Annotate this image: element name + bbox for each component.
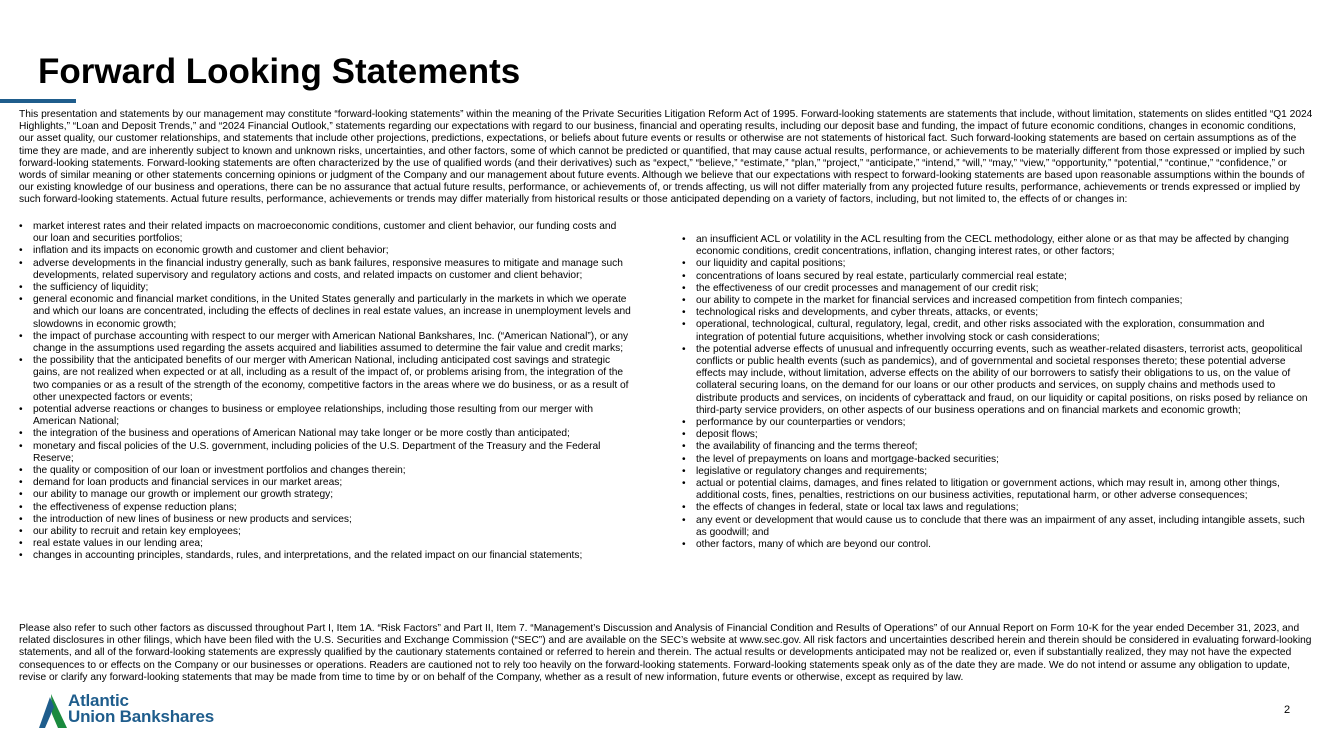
risk-factor-item: • performance by our counterparties or vendors; [682,417,1308,429]
risk-factor-item: • the sufficiency of liquidity; [19,282,631,294]
risk-factor-item: • deposit flows; [682,429,1308,441]
closing-paragraph: Please also refer to such other factors as discussed throughout Part I, Item 1A. “Risk Factors” and Part II, Item 7. “Management’s Discussion and Analysis of Financial Condition and Results of Operations” of our Annual Report on Form 10-K for the year ended December 31, 2023, and related disclosures in other filings, which have been filed with the U.S. Securities and Exchange Commission (“SEC”) and are available on the SEC’s website at www.sec.gov. All risk factors and uncertainties described herein and therein should be considered in evaluating forward-looking statements, and all of the forward-looking statements are expressly qualified by the cautionary statements contained or referred to herein and therein. The actual results or developments anticipated may not be realized or, even if substantially realized, they may not have the expected consequences to or effects on the Company or our businesses or operations. Readers are cautioned not to rely too heavily on the forward-looking statements. Forward-looking statements speak only as of the date they are made. We do not intend or assume any obligation to update, revise or clarify any forward-looking statements that may be made from time to time by or on behalf of the Company, whether as a result of new information, future events or otherwise, except as required by law. [19,623,1312,683]
risk-factor-item: • our ability to manage our growth or implement our growth strategy; [19,489,631,501]
risk-factor-item: • an insufficient ACL or volatility in the ACL resulting from the CECL methodology, either alone or as that may be affected by changing economic conditions, credit concentrations, inflation, changing interest rates, or other factors; [682,234,1308,258]
intro-paragraph: This presentation and statements by our management may constitute “forward-looking statements” within the meaning of the Private Securities Litigation Reform Act of 1995. Forward-looking statements are statements that include, without limitation, statements on slides entitled “Q1 2024 Highlights,” “Loan and Deposit Trends,” and “2024 Financial Outlook,” statements regarding our expectations with regard to our business, financial and operating results, including our deposit base and funding, the impact of future economic conditions, changes in economic conditions, our asset quality, our customer relationships, and statements that include other projections, predictions, expectations, or beliefs about future events or results or otherwise are not statements of historical fact. Such forward-looking statements are based on certain assumptions as of the time they are made, and are inherently subject to known and unknown risks, uncertainties, and other factors, some of which cannot be predicted or quantified, that may cause actual results, performance, or achievements to be materially different from those expressed or implied by such forward-looking statements. Forward-looking statements are often characterized by the use of qualified words (and their derivatives) such as “expect,” “believe,” “estimate,” “plan,” “project,” “anticipate,” “intend,” “will,” “may,” “view,” “opportunity,” “potential,” “continue,” “confidence,” or words of similar meaning or other statements concerning opinions or judgment of the Company and our management about future events. Although we believe that our expectations with respect to forward-looking statements are based upon reasonable assumptions within the bounds of our existing knowledge of our business and operations, there can be no assurance that actual future results, performance, or achievements of, or trends affecting, us will not differ materially from any projected future results, performance, achievements or trends expressed or implied by such forward-looking statements. Actual future results, performance, achievements or trends may differ materially from historical results or those anticipated depending on a variety of factors, including, but not limited to, the effects of or changes in: [19,109,1313,206]
risk-factor-item: • the effectiveness of expense reduction plans; [19,502,631,514]
risk-factor-item: • our liquidity and capital positions; [682,258,1308,270]
title-accent-rule [0,99,76,103]
risk-factor-item: • legislative or regulatory changes and requirements; [682,466,1308,478]
atlantic-union-logo [39,693,269,729]
logo-a-mark-icon [39,694,67,728]
risk-factors-list-left [19,221,631,563]
risk-factor-item: • demand for loan products and financial services in our market areas; [19,477,631,489]
risk-factor-item: • changes in accounting principles, standards, rules, and interpretations, and the related impact on our financial statements; [19,550,631,562]
risk-factor-item: • other factors, many of which are beyond our control. [682,539,1308,551]
risk-factor-item: • real estate values in our lending area; [19,538,631,550]
risk-factor-item: • operational, technological, cultural, regulatory, legal, credit, and other risks associated with the exploration, consummation and integration of potential future acquisitions, whether involving stock or cash considerations; [682,319,1308,343]
risk-factor-item: • the introduction of new lines of business or new products and services; [19,514,631,526]
risk-factor-item: • general economic and financial market conditions, in the United States generally and particularly in the markets in which we operate and which our loans are concentrated, including the effects of declines in real estate values, an increase in unemployment levels and slowdowns in economic growth; [19,294,631,331]
risk-factor-item: • the effects of changes in federal, state or local tax laws and regulations; [682,502,1308,514]
risk-factor-item: • actual or potential claims, damages, and fines related to litigation or government actions, which may result in, among other things, additional costs, fines, penalties, restrictions on our business activities, reputational harm, or other adverse consequences; [682,478,1308,502]
logo-wordmark [68,693,214,725]
risk-factor-item: • adverse developments in the financial industry generally, such as bank failures, responsive measures to mitigate and manage such developments, related supervisory and regulatory actions and costs, and related impacts on customer and client behavior; [19,258,631,282]
risk-factor-item: • the level of prepayments on loans and mortgage-backed securities; [682,454,1308,466]
page-title: Forward Looking Statements [38,52,521,91]
risk-factor-item: • monetary and fiscal policies of the U.S. government, including policies of the U.S. Department of the Treasury and the Federal Reserve; [19,441,631,465]
risk-factor-item: • technological risks and developments, and cyber threats, attacks, or events; [682,307,1308,319]
risk-factor-item: • the possibility that the anticipated benefits of our merger with American National, including anticipated cost savings and strategic gains, are not realized when expected or at all, including as a result of the impact of, or problems arising from, the integration of the two companies or as a result of the strength of the economy, competitive factors in the areas where we do business, or as a result of other unexpected factors or events; [19,355,631,404]
risk-factor-item: • the potential adverse effects of unusual and infrequently occurring events, such as weather-related disasters, terrorist acts, geopolitical conflicts or public health events (such as pandemics), and of governmental and societal responses thereto; these potential adverse effects may include, without limitation, adverse effects on the ability of our borrowers to satisfy their obligations to us, on the value of collateral securing loans, on the demand for our loans or our other products and services, on supply chains and methods used to distribute products and services, on incidents of cyberattack and fraud, on our liquidity or capital positions, on risks posed by reliance on third-party service providers, on other aspects of our business operations and on financial markets and economic growth; [682,344,1308,417]
logo-line-2: Union Bankshares [68,707,215,726]
risk-factor-item: • potential adverse reactions or changes to business or employee relationships, including those resulting from our merger with American National; [19,404,631,428]
risk-factor-item: • the availability of financing and the terms thereof; [682,441,1308,453]
risk-factor-item: • our ability to recruit and retain key employees; [19,526,631,538]
risk-factor-item: • inflation and its impacts on economic growth and customer and client behavior; [19,245,631,257]
risk-factors-list-right [682,234,1308,551]
risk-factor-item: • any event or development that would cause us to conclude that there was an impairment of any asset, including intangible assets, such as goodwill; and [682,515,1308,539]
risk-factor-item: • concentrations of loans secured by real estate, particularly commercial real estate; [682,271,1308,283]
risk-factor-item: • our ability to compete in the market for financial services and increased competition from fintech companies; [682,295,1308,307]
risk-factor-item: • the impact of purchase accounting with respect to our merger with American National Bankshares, Inc. (“American National”), or any change in the assumptions used regarding the assets acquired and liabilities assumed to determine the fair value and credit marks; [19,331,631,355]
risk-factor-item: • the effectiveness of our credit processes and management of our credit risk; [682,283,1308,295]
page-number: 2 [1284,704,1291,716]
risk-factor-item: • the quality or composition of our loan or investment portfolios and changes therein; [19,465,631,477]
risk-factor-item: • market interest rates and their related impacts on macroeconomic conditions, customer and client behavior, our funding costs and our loan and securities portfolios; [19,221,631,245]
risk-factor-item: • the integration of the business and operations of American National may take longer or be more costly than anticipated; [19,428,631,440]
logo-line-1: Atlantic [68,691,129,710]
